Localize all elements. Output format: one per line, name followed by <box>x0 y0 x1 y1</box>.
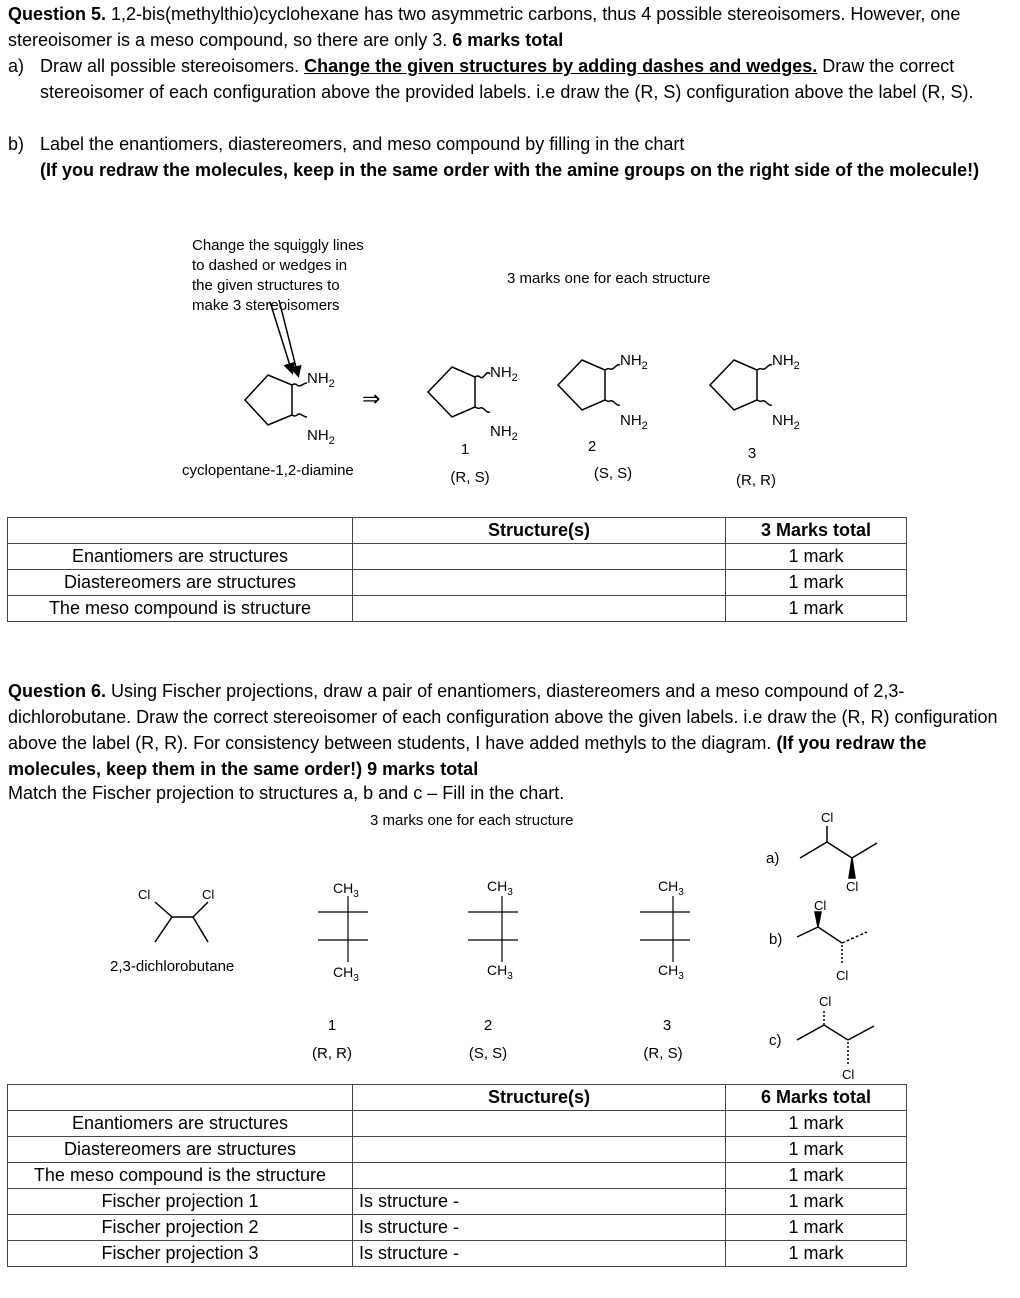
fischer-1-number: 1 <box>327 1017 337 1034</box>
q5-marks-each: 3 marks one for each structure <box>507 270 711 287</box>
row-marks: 1 mark <box>726 570 907 596</box>
cl-label: Cl <box>836 968 849 983</box>
ch3-label: $CH_3$ <box>658 962 684 982</box>
row-marks: 1 mark <box>726 1111 907 1137</box>
q5-instruction-line: to dashed or wedges in <box>192 257 348 274</box>
option-b-skeleton <box>797 912 867 965</box>
table-row <box>8 1137 907 1163</box>
cl-label: Cl <box>814 898 827 913</box>
table-header-structures: Structure(s) <box>353 518 726 544</box>
nh2-label: $NH_2$ <box>490 423 518 443</box>
row-label: Fischer projection 1 <box>8 1189 353 1215</box>
row-label: Fischer projection 2 <box>8 1215 353 1241</box>
answer-cell[interactable]: Is structure - <box>353 1241 726 1267</box>
table-row <box>8 1189 907 1215</box>
structure-2-number: 2 <box>587 438 597 455</box>
structure-1-config: (R, S) <box>450 469 490 486</box>
structure-3-number: 3 <box>747 445 757 462</box>
option-a-skeleton <box>800 826 877 878</box>
table-row <box>8 1241 907 1267</box>
row-marks: 1 mark <box>726 1241 907 1267</box>
q5-b-text: Label the enantiomers, diastereomers, and meso compound by filling in the chart <box>40 134 685 154</box>
option-b-label: b) <box>769 931 783 948</box>
q5-instruction-line: the given structures to <box>192 277 340 294</box>
nh2-label: $NH_2$ <box>307 370 335 390</box>
cl-label: Cl <box>202 887 215 902</box>
q6-marks-each: 3 marks one for each structure <box>370 812 574 829</box>
answer-cell[interactable]: Is structure - <box>353 1215 726 1241</box>
nh2-label: $NH_2$ <box>307 427 335 447</box>
q5-a-text2: Draw the correct stereoisomer of each configuration above the provided labels. i.e draw the (R, S) configuration above the label (R, S). <box>40 56 974 102</box>
table-header-marks: 3 Marks total <box>726 518 907 544</box>
nh2-label: $NH_2$ <box>772 352 800 372</box>
table-row <box>8 1215 907 1241</box>
fischer-2-number: 2 <box>483 1017 493 1034</box>
fischer-crosses <box>318 896 690 962</box>
row-marks: 1 mark <box>726 1137 907 1163</box>
structure-3-config: (R, R) <box>736 472 776 489</box>
table-header-structures: Structure(s) <box>353 1085 726 1111</box>
q5-intro-text: 1,2-bis(methylthio)cyclohexane has two asymmetric carbons, thus 4 possible stereoisomers. However, one stereoisomer is a meso compound, so there are only 3. <box>8 4 961 50</box>
q5-a-text1: Draw all possible stereoisomers. <box>40 56 300 76</box>
row-label: Diastereomers are structures <box>8 1137 353 1163</box>
row-marks: 1 mark <box>726 1215 907 1241</box>
q5-a-prefix: a) <box>8 56 25 76</box>
dichlorobutane-skeleton <box>155 902 208 942</box>
table-header-marks: 6 Marks total <box>726 1085 907 1111</box>
ch3-label: $CH_3$ <box>333 964 359 984</box>
fischer-2-config: (S, S) <box>468 1045 508 1062</box>
nh2-label: $NH_2$ <box>772 412 800 432</box>
cl-label: Cl <box>842 1067 855 1082</box>
fischer-3-number: 3 <box>662 1017 672 1034</box>
row-label: Enantiomers are structures <box>8 544 353 570</box>
answer-cell[interactable] <box>353 1137 726 1163</box>
cl-label: Cl <box>846 879 859 894</box>
ch3-label: $CH_3$ <box>333 880 359 900</box>
ch3-label: $CH_3$ <box>487 962 513 982</box>
q6-answer-table <box>7 1084 907 1267</box>
fischer-3-config: (R, S) <box>643 1045 683 1062</box>
q5-compound-name: cyclopentane-1,2-diamine <box>182 462 354 479</box>
cl-label: Cl <box>138 887 151 902</box>
q6-intro-text: Using Fischer projections, draw a pair of enantiomers, diastereomers and a meso compound of 2,3-dichlorobutane. Draw the correct stereoisomer of each configuration above the given labels. i.e draw the (R, R) configuration above the label (R, R). For consistency between students, I have added methyls to the diagram. <box>8 681 998 753</box>
q6-compound-name: 2,3-dichlorobutane <box>110 958 235 975</box>
q5-title: Question 5. <box>8 4 107 24</box>
q6-match-instruction: Match the Fischer projection to structures a, b and c – Fill in the chart. <box>8 783 565 803</box>
answer-cell[interactable] <box>353 1111 726 1137</box>
cl-label: Cl <box>821 810 834 825</box>
q6-note: (If you redraw the molecules, keep them in the same order!) <box>8 733 927 779</box>
fischer-1-config: (R, R) <box>312 1045 352 1062</box>
nh2-label: $NH_2$ <box>490 364 518 384</box>
answer-cell[interactable]: Is structure - <box>353 1189 726 1215</box>
option-c-label: c) <box>769 1032 782 1049</box>
q5-instruction-line: make 3 stereoisomers <box>192 297 340 314</box>
table-row <box>8 1111 907 1137</box>
row-label: Diastereomers are structures <box>8 570 353 596</box>
option-c-skeleton <box>797 1010 874 1064</box>
row-label: Fischer projection 3 <box>8 1241 353 1267</box>
table-cell <box>8 1085 353 1111</box>
table-row <box>8 1163 907 1189</box>
table-header-row <box>8 1085 907 1111</box>
row-marks: 1 mark <box>726 1163 907 1189</box>
nh2-label: $NH_2$ <box>620 412 648 432</box>
q6-marks-total: 9 marks total <box>367 759 479 779</box>
row-label: The meso compound is the structure <box>8 1163 353 1189</box>
row-marks: 1 mark <box>726 596 907 622</box>
structure-2-config: (S, S) <box>593 465 633 482</box>
q5-a-bold: Change the given structures by adding dashes and wedges. <box>304 56 818 76</box>
ch3-label: $CH_3$ <box>658 878 684 898</box>
q6-title: Question 6. <box>8 681 107 701</box>
ch3-label: $CH_3$ <box>487 878 513 898</box>
q5-instruction-line: Change the squiggly lines <box>192 237 364 254</box>
q5-b-prefix: b) <box>8 134 25 154</box>
row-label: Enantiomers are structures <box>8 1111 353 1137</box>
cl-label: Cl <box>819 994 832 1009</box>
structure-1-number: 1 <box>460 441 470 458</box>
row-marks: 1 mark <box>726 1189 907 1215</box>
q5-b-note: (If you redraw the molecules, keep in the same order with the amine groups on the right side of the molecule!) <box>40 160 980 180</box>
row-label: The meso compound is structure <box>8 596 353 622</box>
row-marks: 1 mark <box>726 544 907 570</box>
arrow-glyph: ⇒ <box>362 386 381 411</box>
option-a-label: a) <box>766 850 780 867</box>
q5-marks-total: 6 marks total <box>452 30 564 50</box>
nh2-label: $NH_2$ <box>620 352 648 372</box>
answer-cell[interactable] <box>353 1163 726 1189</box>
